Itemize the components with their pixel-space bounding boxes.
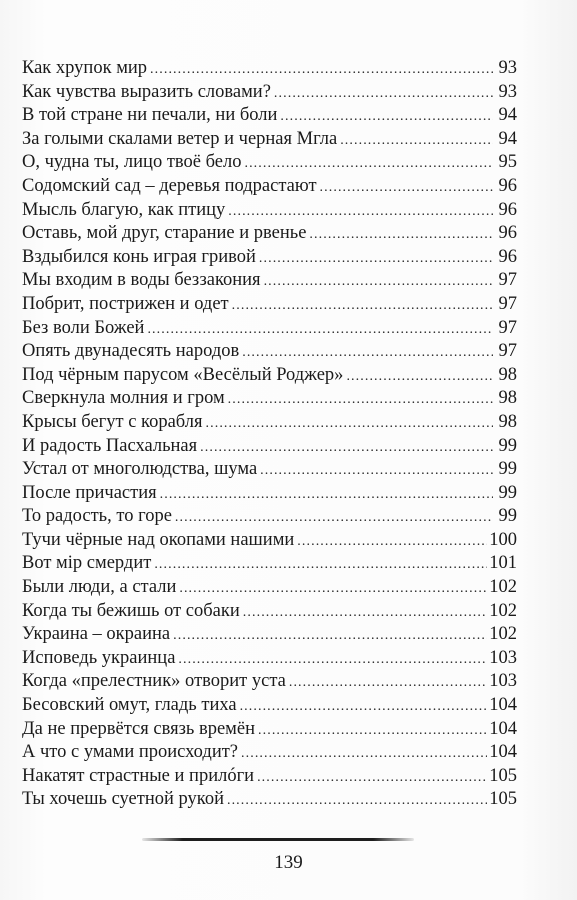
dot-leader	[206, 412, 493, 436]
dot-leader	[160, 483, 493, 507]
toc-entry-page: 105	[489, 789, 517, 810]
dot-leader	[280, 105, 493, 129]
dot-leader	[154, 553, 487, 577]
toc-entry	[22, 623, 517, 647]
toc-entry-page: 93	[498, 81, 517, 102]
toc-entry	[22, 718, 517, 742]
toc-entry-page: 102	[489, 600, 517, 621]
toc-entry	[22, 411, 517, 435]
toc-entry-title: О, чудна ты, лицо твоё бело	[22, 152, 242, 173]
toc-entry-page: 104	[489, 718, 517, 739]
toc-entry-title: Ты хочешь суетной рукой	[22, 789, 224, 810]
toc-entry-title: Под чёрным парусом «Весёлый Роджер»	[22, 364, 344, 385]
toc-entry-title: Оставь, мой друг, старание и рвенье	[22, 223, 307, 244]
toc-entry	[22, 482, 517, 506]
toc-entry-title: Бесовский омут, гладь тиха	[22, 695, 237, 716]
toc-entry-title: Вздыбился конь играя гривой	[22, 246, 256, 267]
toc-entry	[22, 600, 517, 624]
toc-entry-page: 98	[498, 411, 517, 432]
toc-entry-page: 103	[489, 671, 517, 692]
dot-leader	[264, 270, 493, 294]
toc-entry-title: Сверкнула молния и гром	[22, 388, 225, 409]
toc-entry-page: 98	[498, 364, 517, 385]
dot-leader	[259, 247, 493, 271]
dot-leader	[228, 388, 493, 412]
dot-leader	[147, 318, 493, 342]
toc-entry	[22, 670, 517, 694]
toc-entry	[22, 788, 517, 812]
dot-leader	[289, 671, 487, 695]
toc-entry-title: Тучи чёрные над окопами нашими	[22, 529, 295, 550]
dot-leader	[243, 601, 487, 625]
toc-entry-title: Украина – окраина	[22, 624, 171, 645]
toc-entry-title: Когда ты бежишь от собаки	[22, 600, 240, 621]
toc-entry	[22, 387, 517, 411]
toc-entry-title: Как чувства выразить словами?	[22, 81, 271, 102]
dot-leader	[178, 648, 487, 672]
toc-entry	[22, 435, 517, 459]
toc-entry-page: 97	[498, 341, 517, 362]
toc-entry-page: 99	[498, 506, 517, 527]
toc-entry	[22, 128, 517, 152]
toc-entry-title: Когда «прелестник» отворит уста	[22, 671, 286, 692]
dot-leader	[240, 695, 488, 719]
toc-entry	[22, 529, 517, 553]
toc-entry-title: А что с умами происходит?	[22, 742, 239, 763]
toc-entry-page: 97	[498, 317, 517, 338]
dot-leader	[309, 223, 493, 247]
page-number: 139	[274, 852, 303, 873]
toc-entry	[22, 57, 517, 81]
toc-entry	[22, 81, 517, 105]
toc-entry-page: 94	[498, 105, 517, 126]
toc-entry-title: То радость, то горе	[22, 506, 172, 527]
dot-leader	[260, 459, 493, 483]
toc-entry-page: 102	[489, 624, 517, 645]
toc-entry	[22, 317, 517, 341]
toc-entry-page: 100	[489, 529, 517, 550]
dot-leader	[320, 176, 493, 200]
toc-entry-title: После причастия	[22, 482, 157, 503]
toc-entry-page: 104	[489, 695, 517, 716]
toc-entry	[22, 104, 517, 128]
dot-leader	[227, 789, 487, 813]
toc-entry-title: Без воли Божей	[22, 317, 145, 338]
toc-entry-page: 103	[489, 647, 517, 668]
toc-entry	[22, 741, 517, 765]
toc-entry	[22, 222, 517, 246]
toc-entry-page: 104	[489, 742, 517, 763]
dot-leader	[232, 294, 493, 318]
toc-entry-title: Содомский сад – деревья подрастают	[22, 175, 317, 196]
toc-entry	[22, 293, 517, 317]
toc-entry	[22, 269, 517, 293]
dot-leader	[179, 577, 487, 601]
toc-entry-page: 102	[489, 577, 517, 598]
toc-entry-page: 99	[498, 435, 517, 456]
toc-entry-page: 94	[498, 128, 517, 149]
toc-entry	[22, 175, 517, 199]
toc-entry-page: 97	[498, 293, 517, 314]
toc-entry	[22, 458, 517, 482]
toc-entry	[22, 694, 517, 718]
toc-entry-page: 96	[498, 223, 517, 244]
toc-entry-title: Исповедь украинца	[22, 647, 176, 668]
dot-leader	[175, 506, 493, 530]
toc-entry	[22, 765, 517, 789]
dot-leader	[173, 624, 487, 648]
toc-entry	[22, 340, 517, 364]
dot-leader	[297, 530, 487, 554]
dot-leader	[150, 58, 493, 82]
toc-entry-title: Крысы бегут с корабля	[22, 411, 203, 432]
dot-leader	[228, 200, 493, 224]
toc-entry-title: Вот мiр смердит	[22, 553, 152, 574]
toc-entry-title: Мысль благую, как птицу	[22, 199, 226, 220]
toc-entry	[22, 505, 517, 529]
table-of-contents	[22, 57, 517, 812]
toc-entry	[22, 552, 517, 576]
toc-entry-page: 105	[489, 765, 517, 786]
dot-leader	[258, 719, 487, 743]
toc-entry-page: 96	[498, 246, 517, 267]
toc-entry-page: 98	[498, 388, 517, 409]
toc-entry-title: За голыми скалами ветер и черная Мгла	[22, 128, 338, 149]
toc-entry-page: 99	[498, 482, 517, 503]
dot-leader	[346, 365, 493, 389]
toc-entry-title: Были люди, а стали	[22, 577, 177, 598]
toc-entry-page: 101	[489, 553, 517, 574]
toc-entry-page: 96	[498, 199, 517, 220]
toc-entry-title: Опять двунадесять народов	[22, 341, 240, 362]
dot-leader	[241, 742, 487, 766]
toc-entry-title: Побрит, пострижен и одет	[22, 293, 229, 314]
dot-leader	[244, 152, 493, 176]
toc-entry	[22, 246, 517, 270]
toc-entry-page: 97	[498, 270, 517, 291]
dot-leader	[200, 436, 493, 460]
toc-entry-title: Да не прервётся связь времён	[22, 718, 256, 739]
toc-entry-title: Мы входим в воды беззакония	[22, 270, 261, 291]
toc-entry	[22, 199, 517, 223]
toc-entry-title: Как хрупок мир	[22, 58, 148, 78]
toc-entry	[22, 576, 517, 600]
toc-entry-title: И радость Пасхальная	[22, 435, 198, 456]
toc-entry-page: 99	[498, 459, 517, 480]
toc-entry-page: 95	[498, 152, 517, 173]
toc-entry-title: В той стране ни печали, ни боли	[22, 105, 278, 126]
dot-leader	[242, 341, 493, 365]
toc-entry-page: 96	[498, 175, 517, 196]
dot-leader	[257, 766, 487, 790]
toc-entry	[22, 364, 517, 388]
dot-leader	[274, 82, 493, 106]
toc-entry-page: 93	[498, 58, 517, 78]
toc-entry-title: Накатят страстные и прилóги	[22, 765, 255, 786]
toc-entry	[22, 151, 517, 175]
toc-entry	[22, 647, 517, 671]
decorative-rule	[142, 838, 414, 841]
toc-entry-title: Устал от многолюдства, шума	[22, 459, 258, 480]
dot-leader	[340, 129, 493, 153]
